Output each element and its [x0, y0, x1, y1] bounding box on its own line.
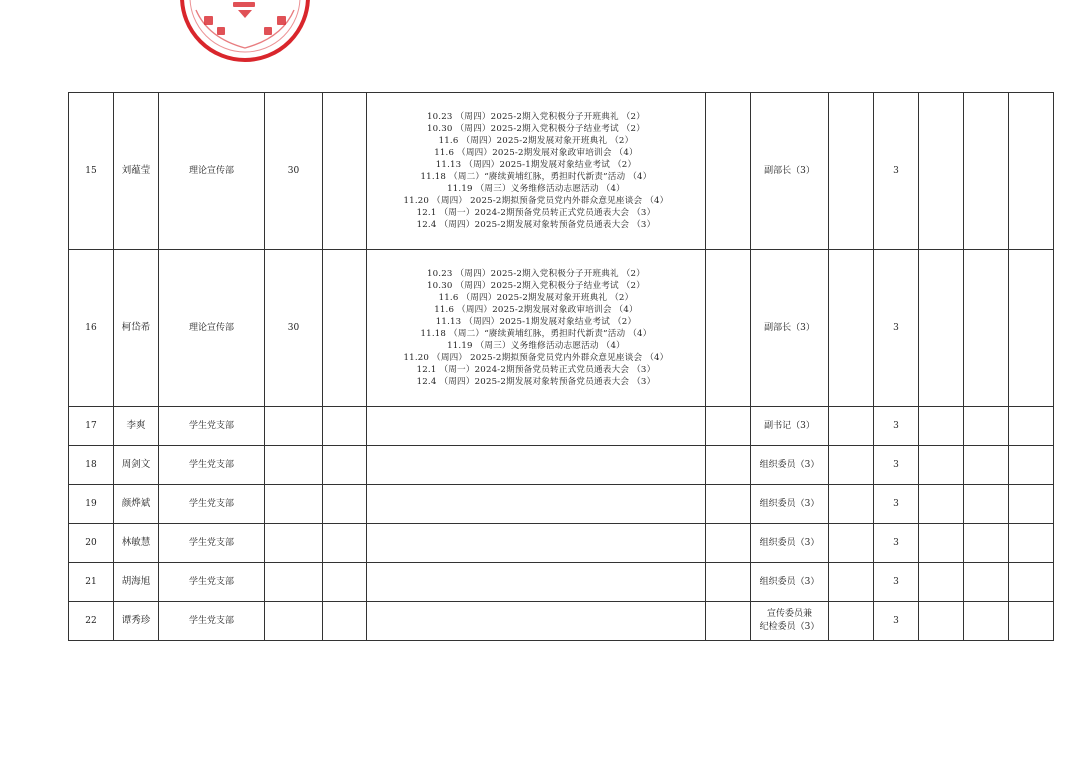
activity-item: 11.18 （周二）“赓续黄埔红脉，勇担时代新责”活动 （4） [420, 172, 652, 182]
row-number-cell: 21 [69, 563, 114, 602]
role-line: 纪检委员（3） [759, 622, 820, 632]
row-number-cell: 19 [69, 485, 114, 524]
blank-cell [323, 93, 367, 250]
blank-cell [829, 446, 874, 485]
activity-item: 12.4 （周四）2025-2期发展对象转预备党员通表大会 （3） [416, 220, 656, 231]
blank-cell [1009, 446, 1054, 485]
blank-cell [1009, 524, 1054, 563]
activity-item: 11.6 （周四）2025-2期发展对象开班典礼 （2） [438, 292, 634, 303]
role-line: 副部长（3） [764, 322, 815, 333]
blank-cell [706, 524, 751, 563]
table-row [69, 93, 1054, 250]
role-cell [751, 485, 829, 524]
activity-item: 10.30 （周四）2025-2期入党积极分子结业考试 （2） [426, 123, 646, 134]
role-cell [751, 250, 829, 407]
role-line: 副书记（3） [764, 420, 815, 431]
blank-cell [323, 602, 367, 641]
blank-cell [706, 602, 751, 641]
member-name-cell: 谭秀珍 [114, 602, 159, 641]
blank-cell [964, 250, 1009, 407]
score-cell: 3 [874, 563, 919, 602]
blank-cell [829, 602, 874, 641]
blank-cell [706, 250, 751, 407]
hours-cell: 30 [265, 93, 323, 250]
activity-item: 12.1 （周一）2024-2期预备党员转正式党员通表大会 （3） [416, 208, 656, 219]
table-row [69, 407, 1054, 446]
row-number-cell: 22 [69, 602, 114, 641]
member-name-cell: 颜烨斌 [114, 485, 159, 524]
activities-cell [367, 563, 706, 602]
department-cell: 学生党支部 [159, 446, 265, 485]
activity-item: 11.19 （周三）义务维修活动志愿活动 （4） [447, 341, 625, 352]
member-name-cell: 胡海旭 [114, 563, 159, 602]
department-cell: 学生党支部 [159, 524, 265, 563]
blank-cell [829, 407, 874, 446]
activity-item: 10.30 （周四）2025-2期入党积极分子结业考试 （2） [426, 280, 646, 291]
table-row [69, 250, 1054, 407]
blank-cell [323, 446, 367, 485]
activity-item: 11.6 （周四）2025-2期发展对象政审培训会 （4） [434, 304, 638, 315]
blank-cell [919, 93, 964, 250]
blank-cell [964, 407, 1009, 446]
official-seal [178, 0, 312, 64]
activities-cell [367, 250, 706, 407]
blank-cell [706, 93, 751, 250]
blank-cell [964, 446, 1009, 485]
role-cell [751, 93, 829, 250]
blank-cell [964, 602, 1009, 641]
blank-cell [919, 250, 964, 407]
blank-cell [1009, 485, 1054, 524]
activity-item: 10.23 （周四）2025-2期入党积极分子开班典礼 （2） [426, 268, 646, 279]
score-cell: 3 [874, 446, 919, 485]
activity-item: 11.6 （周四）2025-2期发展对象政审培训会 （4） [434, 147, 638, 158]
role-line: 组织委员（3） [759, 498, 820, 509]
role-line: 组织委员（3） [759, 576, 820, 587]
blank-cell [1009, 563, 1054, 602]
activity-item: 11.20 （周四） 2025-2期拟预备党员党内外群众意见座谈会 （4） [403, 196, 669, 207]
blank-cell [919, 524, 964, 563]
blank-cell [323, 563, 367, 602]
activities-cell [367, 485, 706, 524]
blank-cell [919, 602, 964, 641]
blank-cell [323, 524, 367, 563]
blank-cell [964, 563, 1009, 602]
blank-cell [323, 407, 367, 446]
blank-cell [829, 485, 874, 524]
row-number-cell: 17 [69, 407, 114, 446]
blank-cell [323, 250, 367, 407]
blank-cell [964, 485, 1009, 524]
role-cell [751, 446, 829, 485]
activity-item: 11.13 （周四）2025-1期发展对象结业考试 （2） [435, 316, 637, 327]
role-cell [751, 524, 829, 563]
blank-cell [323, 485, 367, 524]
role-cell [751, 602, 829, 641]
activity-item: 12.1 （周一）2024-2期预备党员转正式党员通表大会 （3） [416, 365, 656, 376]
table-row [69, 485, 1054, 524]
score-cell: 3 [874, 485, 919, 524]
blank-cell [1009, 602, 1054, 641]
activities-cell [367, 524, 706, 563]
activities-cell [367, 407, 706, 446]
activities-cell [367, 93, 706, 250]
hours-cell [265, 446, 323, 485]
activity-list [367, 111, 705, 232]
activity-item: 11.13 （周四）2025-1期发展对象结业考试 （2） [435, 159, 637, 170]
activity-list [367, 268, 705, 389]
role-line: 组织委员（3） [759, 459, 820, 470]
blank-cell [964, 524, 1009, 563]
member-name-cell: 林敏慧 [114, 524, 159, 563]
hours-cell [265, 563, 323, 602]
activities-cell [367, 446, 706, 485]
role-line: 副部长（3） [764, 165, 815, 176]
member-name-cell: 周剑文 [114, 446, 159, 485]
score-cell: 3 [874, 93, 919, 250]
role-line: 宣传委员兼 [766, 609, 812, 619]
hours-cell: 30 [265, 250, 323, 407]
row-number-cell: 16 [69, 250, 114, 407]
blank-cell [706, 485, 751, 524]
department-cell: 学生党支部 [159, 407, 265, 446]
role-line: 组织委员（3） [759, 537, 820, 548]
blank-cell [1009, 250, 1054, 407]
table-row [69, 446, 1054, 485]
role-cell [751, 407, 829, 446]
hours-cell [265, 524, 323, 563]
blank-cell [829, 524, 874, 563]
hours-cell [265, 407, 323, 446]
hours-cell [265, 485, 323, 524]
score-cell: 3 [874, 407, 919, 446]
table-row [69, 563, 1054, 602]
blank-cell [706, 563, 751, 602]
activity-item: 10.23 （周四）2025-2期入党积极分子开班典礼 （2） [426, 111, 646, 122]
blank-cell [829, 563, 874, 602]
department-cell: 学生党支部 [159, 602, 265, 641]
member-name-cell: 李爽 [114, 407, 159, 446]
score-cell: 3 [874, 602, 919, 641]
department-cell: 学生党支部 [159, 485, 265, 524]
blank-cell [919, 407, 964, 446]
member-name-cell: 刘蕴莹 [114, 93, 159, 250]
blank-cell [964, 93, 1009, 250]
department-cell: 理论宣传部 [159, 250, 265, 407]
table-row [69, 524, 1054, 563]
blank-cell [829, 93, 874, 250]
score-cell: 3 [874, 524, 919, 563]
blank-cell [829, 250, 874, 407]
row-number-cell: 18 [69, 446, 114, 485]
department-cell: 学生党支部 [159, 563, 265, 602]
member-score-table [68, 92, 1054, 641]
activity-item: 11.6 （周四）2025-2期发展对象开班典礼 （2） [438, 135, 634, 146]
activity-item: 12.4 （周四）2025-2期发展对象转预备党员通表大会 （3） [416, 377, 656, 388]
activities-cell [367, 602, 706, 641]
score-cell: 3 [874, 250, 919, 407]
blank-cell [919, 563, 964, 602]
hours-cell [265, 602, 323, 641]
blank-cell [706, 446, 751, 485]
row-number-cell: 20 [69, 524, 114, 563]
department-cell: 理论宣传部 [159, 93, 265, 250]
blank-cell [919, 485, 964, 524]
blank-cell [706, 407, 751, 446]
blank-cell [1009, 407, 1054, 446]
member-name-cell: 柯岱希 [114, 250, 159, 407]
activity-item: 11.20 （周四） 2025-2期拟预备党员党内外群众意见座谈会 （4） [403, 353, 669, 364]
table-row [69, 602, 1054, 641]
role-cell [751, 563, 829, 602]
activity-item: 11.18 （周二）“赓续黄埔红脉，勇担时代新责”活动 （4） [420, 329, 652, 339]
blank-cell [1009, 93, 1054, 250]
activity-item: 11.19 （周三）义务维修活动志愿活动 （4） [447, 184, 625, 195]
blank-cell [919, 446, 964, 485]
row-number-cell: 15 [69, 93, 114, 250]
